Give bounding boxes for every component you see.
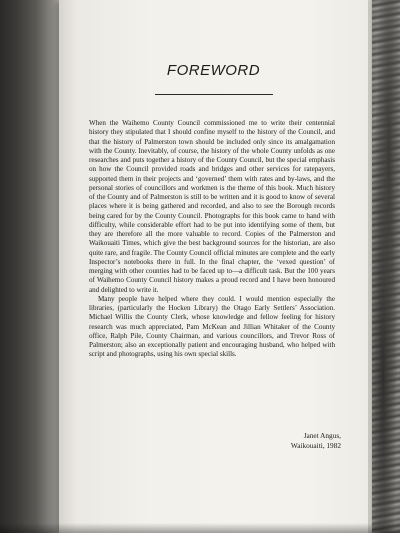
author-signature	[291, 431, 341, 451]
paragraph-2: Many people have helped where they could. I would mention especially the libraries, (particularly the Hocken Library) the Otago Early Settlers’ Association. Michael Willis the County Clerk, whose knowledge and fellow feeling for history research was much appreciated, Pam McKean and Jillian Whitaker of the County office, Ralph Pile, County Chairman, and various councillors, and Trevor Ross of Palmerston; also an exceptionally patient and encouraging husband, who helped with script and photographs, using his own special skills.	[89, 294, 335, 359]
bottom-shadow	[0, 523, 400, 533]
page-title: FOREWORD	[166, 62, 261, 79]
paragraph-1: When the Waihemo County Council commissioned me to write their centennial history they stipulated that I should confine myself to the history of the Council, and that the history of Palmerston town should be included only since its amalgamation with the County. Inevitably, of course, the history of the whole County unfolds as one researches and puts together a history of the County Council, but the special emphasis on how the Council provided roads and bridges and other services for ratepayers, supported them in their projects and ‘governed’ them with rates and by-laws, and the personal stories of councillors and workmen is the theme of this book. Much history of the County and of Palmerston is still to be written and it is good to know of several places where it is being gathered and recorded, and also to see the Borough records being cared for by the County Council. Photographs for this book came to hand with difficulty, while considerable effort had to be put into identifying some of them, but they are therefore all the more valuable to record. Copies of the Palmerston and Waikouaiti Times, which give the best background sources for the historian, are also quite rare, and fragile. The County Council official minutes are complete and the early Inspector’s notebooks there in full. In the final chapter, the ‘vexed question’ of merging with other counties had to be faced up to—a difficult task. But the 100 years of Waihemo County Council history makes a proud record and I have been honoured and delighted to write it.	[89, 119, 335, 294]
foreword-body	[89, 119, 335, 360]
facing-page-photo	[372, 0, 400, 533]
foreword-page	[59, 0, 368, 533]
place-date: Waikouaiti, 1982	[290, 441, 341, 450]
title-divider	[155, 94, 273, 95]
author-name: Janet Angus,	[303, 431, 341, 440]
